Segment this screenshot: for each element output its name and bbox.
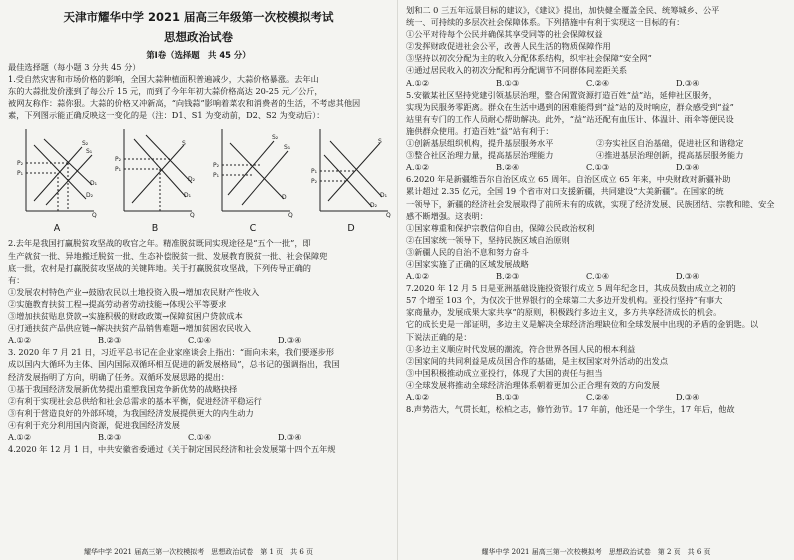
option-d: D.③④ bbox=[676, 392, 700, 402]
option-a: A.①② bbox=[406, 162, 430, 173]
question-line: 生产就贫一批、异地搬迁脱贫一批、生态补偿脱贫一批、发展教育脱贫一批、社会保障兜 bbox=[8, 250, 328, 261]
statement-item: ③新疆人民的自治不息和努力奋斗 bbox=[406, 246, 529, 257]
option-b: B.②③ bbox=[98, 335, 122, 346]
statement-item: ④通过居民收入的初次分配和再分配调节不同群体间差距关系 bbox=[406, 65, 628, 76]
option-b: B.②③ bbox=[496, 271, 520, 282]
statement-item: ①国家尊重和保护宗教信仰自由，保障公民政治权利 bbox=[406, 222, 595, 233]
graph-label: B bbox=[151, 223, 159, 235]
question-line: 下说法正确的是： bbox=[406, 331, 472, 342]
svg-text:Q: Q bbox=[288, 212, 293, 220]
graph-a bbox=[16, 125, 98, 233]
question-line: 1.受自然灾害和市场价格的影响，全国大蒜种植面积普遍减少，大蒜价格暴涨。去年山 bbox=[8, 74, 319, 85]
svg-text:P₂: P₂ bbox=[17, 160, 24, 168]
svg-text:P₁: P₁ bbox=[311, 168, 318, 176]
question-line: 经济发展指明了方向，明确了任务。双循环发展思路的提出： bbox=[8, 371, 230, 382]
graph-b bbox=[114, 125, 196, 233]
question-line: 成以国内大循环为主体、国内国际双循环相互促进的新发展格局”，总书记的强调指出，我国 bbox=[8, 359, 340, 370]
question-line: 有： bbox=[8, 274, 25, 285]
answer-options bbox=[8, 334, 389, 346]
statement-item: ②发挥财政促进社会公平，改善人民生活的物质保障作用 bbox=[406, 41, 611, 52]
option-c: C.②④ bbox=[586, 77, 610, 88]
question-7 bbox=[406, 282, 786, 403]
statement-item: ④推进基层治理创新，提高基层服务能力 bbox=[596, 150, 744, 161]
statement-row bbox=[406, 137, 786, 149]
svg-text:D₁: D₁ bbox=[380, 192, 388, 200]
svg-text:P₁: P₁ bbox=[115, 166, 122, 174]
question-line: 累计超过 2.35 亿元，全国 19 个省市对口支援新疆，共同建设“大美新疆”。在国家的统 bbox=[406, 186, 724, 197]
svg-text:S₁: S₁ bbox=[284, 144, 291, 152]
question-line: 57 个增至 103 个，为仅次于世界银行的全球第二大多边开发机构。亚投行坚持“有事大 bbox=[406, 295, 723, 306]
question-line: 素，下列图示能正确反映这一变化的是（注：D1、S1 为变动前，D2、S2 为变动后）： bbox=[8, 110, 325, 121]
svg-text:P₁: P₁ bbox=[17, 170, 24, 178]
question-line: 划和二 0 三五年远景目标的建议》，《建议》提出，加快健全覆盖全民、统筹城乡、公平 bbox=[406, 5, 720, 15]
exam-subtitle: 思想政治试卷 bbox=[164, 30, 233, 44]
answer-options bbox=[406, 77, 786, 89]
statement-item: ②夯实社区自治基础，促进社区和谐稳定 bbox=[596, 138, 744, 149]
page-footer: 耀华中学 2021 届高三第一次校模拟考 思想政治试卷 第 2 页 共 6 页 bbox=[481, 548, 711, 556]
option-c: C.①④ bbox=[188, 335, 212, 346]
question-line: 统一、可持续的多层次社会保障体系。下列措施中有利于实现这一目标的有： bbox=[406, 17, 685, 28]
statement-item: ①多边主义顺应时代发展的潮流，符合世界各国人民的根本利益 bbox=[406, 343, 636, 354]
question-4-continued bbox=[406, 4, 786, 89]
option-b: B.①③ bbox=[496, 392, 520, 402]
option-b: B.②③ bbox=[98, 431, 122, 442]
question-line: 6.2020 年是新疆维吾尔自治区成立 65 周年。自治区成立 65 年来，中央财政对新疆补助 bbox=[406, 174, 731, 185]
option-d: D.③④ bbox=[676, 77, 700, 88]
option-c: C.①④ bbox=[188, 431, 212, 442]
page-footer: 耀华中学 2021 届高三第一次校模拟考 思想政治试卷 第 1 页 共 6 页 bbox=[83, 548, 314, 556]
svg-text:P₁: P₁ bbox=[213, 172, 220, 180]
answer-options bbox=[8, 431, 389, 443]
question-2 bbox=[8, 237, 389, 346]
graph-c-figure bbox=[212, 125, 294, 219]
question-6 bbox=[406, 173, 786, 282]
statement-item: ③增加扶贫贴息贷款→实施积极的财政政策→保障贫困户贷款成本 bbox=[8, 311, 243, 322]
question-line: 7.2020 年 12 月 5 日是亚洲基础设施投资银行成立 5 周年纪念日，其成员数由成立之初的 bbox=[406, 283, 736, 294]
svg-text:S: S bbox=[182, 140, 186, 148]
option-d: D.③④ bbox=[278, 335, 302, 346]
answer-options bbox=[406, 391, 786, 403]
svg-text:D₁: D₁ bbox=[184, 192, 192, 200]
graph-d-figure bbox=[310, 125, 392, 219]
svg-text:D₂: D₂ bbox=[370, 202, 378, 210]
question-line: 4.2020 年 12 月 1 日，中共安徽省委通过《关于制定国民经济和社会发展第十四个五年规 bbox=[8, 444, 336, 455]
question-line: 被网友称作：蒜你狠。大蒜的价格又冲新高，“向钱蒜”影响着菜农和消费者的生活，不考虑其他因 bbox=[8, 98, 361, 109]
statement-item: ④全球发展将推动全球经济治理体系朝着更加公正合理有效的方向发展 bbox=[406, 379, 660, 390]
option-a: A.①② bbox=[406, 271, 430, 282]
statement-item: ④打通扶贫产品供应链→解决扶贫产品销售难题→增加贫困农民收入 bbox=[8, 323, 251, 334]
question-line: 站里有专门的工作人员耐心帮助解决。此外，“益”站还配有血压计、体温计、雨伞等便民设 bbox=[406, 113, 734, 124]
page-right bbox=[397, 0, 794, 560]
question-line: 它的成长史是一部证明，多边主义是解决全球经济治理缺位和全球发展中出现的矛盾的金钥匙。以 bbox=[406, 319, 759, 330]
option-d: D.③④ bbox=[676, 162, 700, 173]
graph-a-figure bbox=[16, 125, 98, 219]
supply-demand-graphs bbox=[8, 125, 389, 233]
statement-item: ③坚持以初次分配为主的收入分配体系结构，织牢社会保障“安全网” bbox=[406, 53, 652, 64]
option-a: A.①② bbox=[406, 77, 430, 88]
svg-text:S₁: S₁ bbox=[86, 148, 93, 156]
option-a: A.①② bbox=[406, 392, 430, 402]
question-line: 5.安徽某社区坚持党建引领基层治理，整合闲置资源打造百姓“益”站，延伸社区服务， bbox=[406, 89, 717, 100]
svg-text:Q: Q bbox=[386, 212, 391, 220]
question-line: 感不断增强。这表明： bbox=[406, 210, 488, 221]
statement-item: ③整合社区治理力量，提高基层治理能力 bbox=[406, 150, 554, 161]
statement-item: ③中国积极推动成立亚投行，体现了大国的责任与担当 bbox=[406, 367, 603, 378]
statement-item: ②在国家统一领导下，坚持民族区域自治原则 bbox=[406, 234, 570, 245]
graph-b-figure bbox=[114, 125, 196, 219]
graph-label: D bbox=[347, 223, 355, 235]
svg-text:P₂: P₂ bbox=[311, 178, 318, 186]
question-line: 施供群众使用。打造百姓“益”站有利于： bbox=[406, 125, 554, 136]
section-header: 最佳选择题（每小题 3 分共 45 分） bbox=[8, 62, 141, 72]
option-a: A.①② bbox=[8, 335, 32, 346]
question-line: 一领导下，新疆的经济社会发展取得了前所未有的成就，实现了经济发展、民族团结、宗教和睦、安全 bbox=[406, 198, 775, 209]
question-1 bbox=[8, 73, 389, 121]
graph-c bbox=[212, 125, 294, 233]
statement-item: ①公平对待每个公民并确保其享受同等的社会保障权益 bbox=[406, 29, 603, 40]
svg-text:D₁: D₁ bbox=[90, 180, 98, 188]
statement-item: ①创新基层组织机构，提升基层服务水平 bbox=[406, 138, 554, 149]
svg-text:S₂: S₂ bbox=[272, 134, 279, 142]
question-4 bbox=[8, 443, 389, 455]
question-line: 2.去年是我国打赢脱贫攻坚战的收官之年。精准脱贫既同实现途径是“五个一批”，即 bbox=[8, 238, 311, 249]
question-line: 3. 2020 年 7 月 21 日，习近平总书记在企业家座谈会上指出：“面向未来，我们要逐步形 bbox=[8, 347, 335, 358]
question-3 bbox=[8, 346, 389, 443]
volume-header: 第Ⅰ卷（选择题 共 45 分） bbox=[146, 50, 251, 60]
answer-options bbox=[406, 161, 786, 173]
graph-d bbox=[310, 125, 392, 233]
question-line: 底一批，农村是打赢脱贫攻坚战的关键阵地。关于打赢脱贫攻坚战，下列传导正确的 bbox=[8, 262, 311, 273]
question-line: 实现为民服务零距离。群众在生活中遇到的困难能得到“益”站的及时响应，群众感受到“益” bbox=[406, 101, 734, 112]
graph-label: C bbox=[249, 223, 257, 235]
statement-item: ④有利于充分利用国内资源，促进我国经济发展 bbox=[8, 419, 180, 430]
question-5 bbox=[406, 89, 786, 174]
graph-label: A bbox=[53, 223, 61, 235]
option-c: C.①③ bbox=[586, 162, 610, 173]
svg-text:D₂: D₂ bbox=[188, 176, 196, 184]
option-c: C.②④ bbox=[586, 392, 610, 402]
answer-options bbox=[406, 270, 786, 282]
statement-item: ②国家间的共同利益是成员国合作的基础，是主权国家对外活动的出发点 bbox=[406, 355, 669, 366]
exam-title: 天津市耀华中学 2021 届高三年级第一次校模拟考试 bbox=[63, 10, 334, 24]
option-d: D.③④ bbox=[676, 271, 700, 282]
question-8 bbox=[406, 403, 786, 415]
svg-text:P₂: P₂ bbox=[213, 162, 220, 170]
option-a: A.①② bbox=[8, 431, 32, 442]
svg-text:P₂: P₂ bbox=[115, 156, 122, 164]
statement-item: ①基于我国经济发展新优势提出重塑我国竞争新优势的战略抉择 bbox=[8, 383, 238, 394]
option-d: D.③④ bbox=[278, 431, 302, 442]
svg-text:D: D bbox=[282, 194, 287, 202]
statement-item: ④国家实施了正确的区域发展战略 bbox=[406, 258, 529, 269]
question-line: 家商量办，发展成果大家共享”的原则，积极践行多边主义，多方共享经济成长的机会。 bbox=[406, 307, 722, 318]
statement-item: ③有利于营造良好的外部环境，为我国经济发展提供更大的内生动力 bbox=[8, 407, 254, 418]
statement-item: ②有利于实现社会总供给和社会总需求的基本平衡，促进经济平稳运行 bbox=[8, 395, 262, 406]
svg-text:Q: Q bbox=[92, 212, 97, 220]
svg-text:S₂: S₂ bbox=[82, 140, 89, 148]
option-c: C.①④ bbox=[586, 271, 610, 282]
question-line: 东的大蒜批发价涨到了每公斤 15 元，而到了今年年初大蒜价格高达 20-25 元／公斤， bbox=[8, 86, 323, 97]
svg-text:S: S bbox=[378, 138, 382, 146]
option-b: B.②④ bbox=[496, 162, 520, 173]
statement-item: ②实施教育扶贫工程→提高劳动者劳动技能→体现公平等要求 bbox=[8, 298, 227, 309]
statement-row bbox=[406, 149, 786, 161]
svg-text:Q: Q bbox=[190, 212, 195, 220]
option-b: B.①③ bbox=[496, 77, 520, 88]
question-line: 8.声势浩大，气贯长虹，松柏之志，修竹劲节。17 年前，他还是一个学生，17 年后，他故 bbox=[406, 404, 735, 415]
svg-text:D₂: D₂ bbox=[86, 192, 94, 200]
statement-item: ①发展农村特色产业→鼓励农民以土地投资入股→增加农民财产性收入 bbox=[8, 286, 260, 297]
